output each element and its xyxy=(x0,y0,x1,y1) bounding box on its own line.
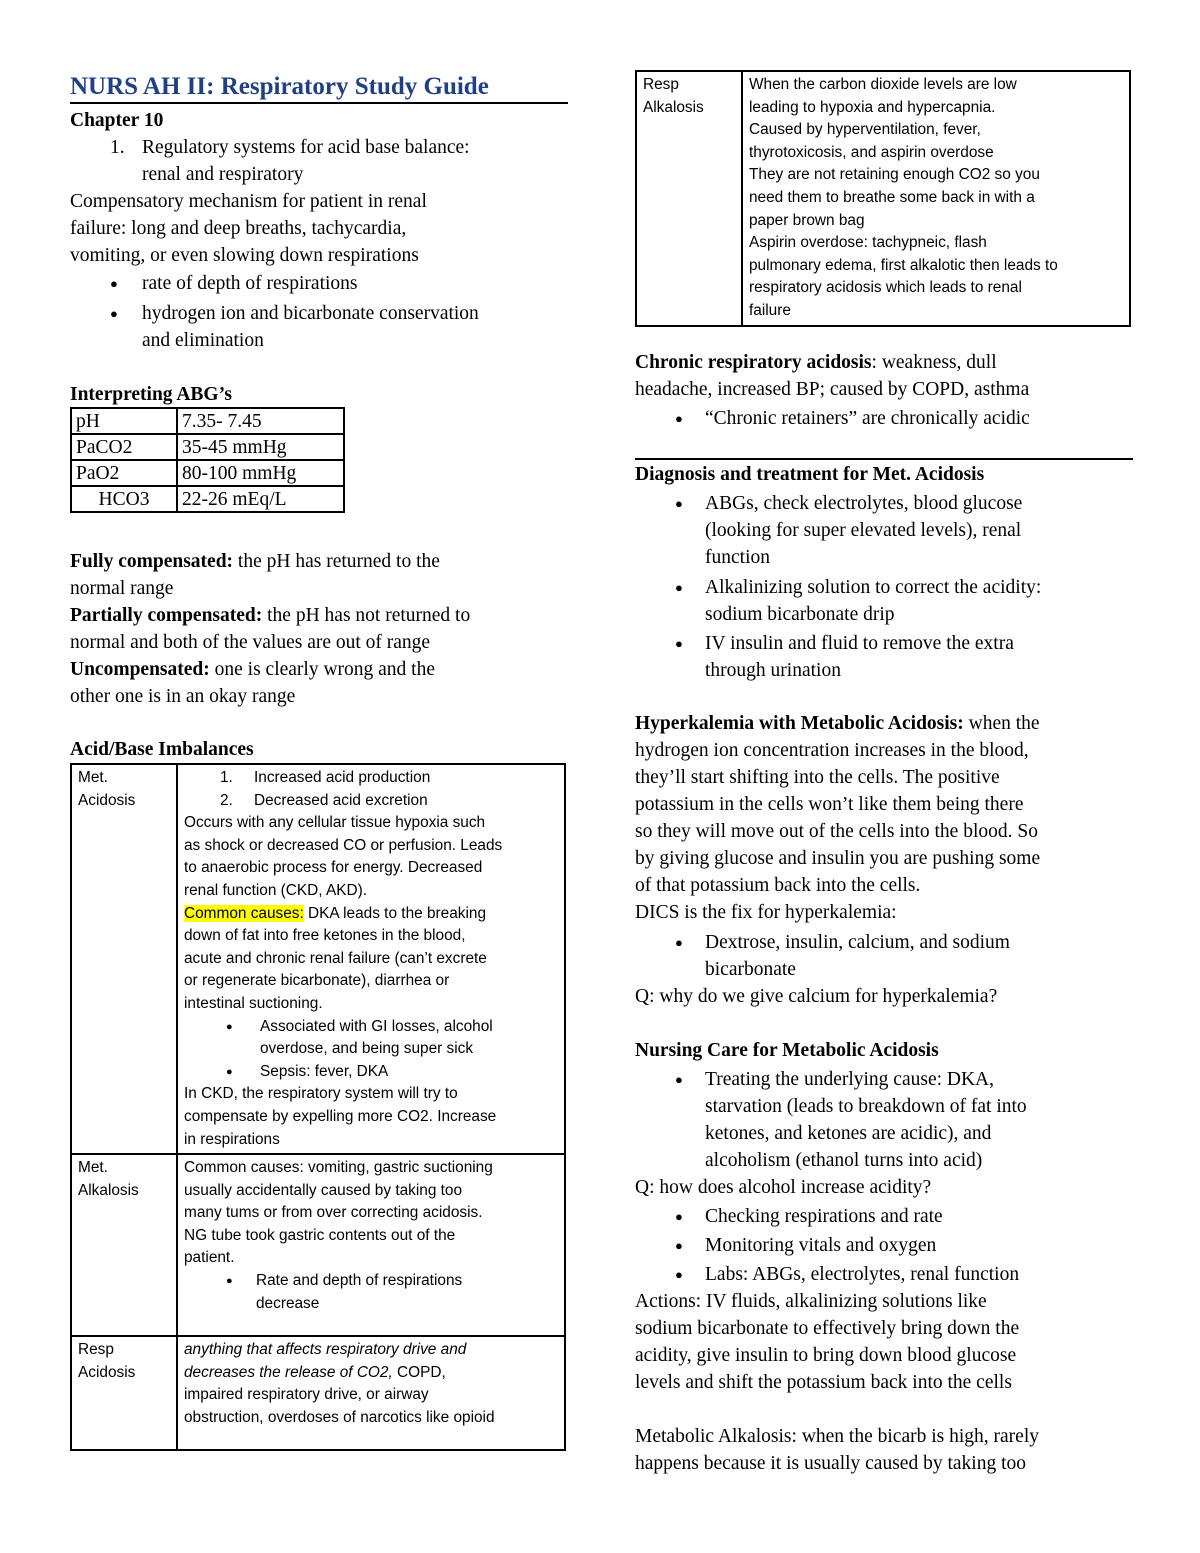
cell-text: compensate by expelling more CO2. Increase xyxy=(184,1107,497,1125)
cell-text: failure xyxy=(749,301,791,319)
row-content xyxy=(177,1154,565,1336)
cell-text: renal function (CKD, AKD). xyxy=(184,881,368,899)
cell-text: pulmonary edema, first alkalotic then leads to xyxy=(749,256,1058,274)
abg-label: pH xyxy=(71,408,177,434)
term-label: Fully compensated: xyxy=(70,551,234,572)
row-label xyxy=(636,71,742,326)
bullet-text: rate of depth of respirations xyxy=(142,273,358,294)
paragraph-line: levels and shift the potassium back into the cells xyxy=(635,1372,1012,1393)
table-row xyxy=(636,71,1130,326)
row-label-line: Alkalosis xyxy=(643,98,704,116)
list-number: 1. xyxy=(110,137,125,158)
bullet-text: decrease xyxy=(256,1294,320,1312)
cell-text: paper brown bag xyxy=(749,211,865,229)
bullet-icon: ● xyxy=(675,1072,683,1087)
cell-text: COPD, xyxy=(392,1363,446,1381)
bullet-text: Dextrose, insulin, calcium, and sodium xyxy=(705,932,1010,953)
row-label-line: Resp xyxy=(78,1341,114,1359)
document-title: NURS AH II: Respiratory Study Guide xyxy=(70,72,568,104)
cell-text: down of fat into free ketones in the blood, xyxy=(184,927,466,945)
row-label-line: Met. xyxy=(78,1159,108,1177)
bullet-text: hydrogen ion and bicarbonate conservation xyxy=(142,303,479,324)
bullet-text: “Chronic retainers” are chronically acidic xyxy=(705,408,1030,429)
list-item-text: Regulatory systems for acid base balance: xyxy=(142,137,470,158)
bullet-text: ABGs, check electrolytes, blood glucose xyxy=(705,493,1023,514)
term-label: Uncompensated: xyxy=(70,659,210,680)
list-item xyxy=(184,767,558,790)
row-label xyxy=(71,1336,177,1450)
paragraph-line: normal range xyxy=(70,578,174,599)
cell-text: as shock or decreased CO or perfusion. Leads xyxy=(184,836,503,854)
abg-label: PaCO2 xyxy=(71,434,177,460)
cell-text: In CKD, the respiratory system will try to xyxy=(184,1085,458,1103)
list-item-text: Increased acid production xyxy=(254,769,431,786)
paragraph-line: they’ll start shifting into the cells. The positive xyxy=(635,767,1000,788)
bullet-text: Monitoring vitals and oxygen xyxy=(705,1235,937,1256)
list-item xyxy=(184,1270,558,1293)
paragraph-line: DICS is the fix for hyperkalemia: xyxy=(635,902,897,923)
cell-text: patient. xyxy=(184,1249,235,1267)
cell-text: leading to hypoxia and hypercapnia. xyxy=(749,98,996,116)
imbalances-heading: Acid/Base Imbalances xyxy=(70,739,254,760)
cell-text: obstruction, overdoses of narcotics like opioid xyxy=(184,1408,495,1426)
cell-text: acute and chronic renal failure (can’t excrete xyxy=(184,949,487,967)
term-label: Partially compensated: xyxy=(70,605,263,626)
bullet-text: Alkalinizing solution to correct the acidity: xyxy=(705,577,1042,598)
row-label-line: Acidosis xyxy=(78,1363,136,1381)
bullet-text: bicarbonate xyxy=(705,959,796,980)
row-label-line: Resp xyxy=(643,76,679,93)
cell-text: need them to breathe some back in with a xyxy=(749,188,1035,206)
abg-value: 80-100 mmHg xyxy=(177,460,344,486)
bullet-icon: ● xyxy=(675,1209,683,1224)
bullet-icon: ● xyxy=(675,496,683,511)
paragraph-line: hydrogen ion concentration increases in the blood, xyxy=(635,740,1029,761)
abg-label: HCO3 xyxy=(71,486,177,512)
cell-text: impaired respiratory drive, or airway xyxy=(184,1386,429,1404)
table-row xyxy=(71,408,344,434)
cell-text: NG tube took gastric contents out of the xyxy=(184,1226,456,1244)
common-causes-line xyxy=(184,903,558,926)
bullet-icon: ● xyxy=(675,636,683,651)
row-content xyxy=(742,71,1130,326)
abg-heading: Interpreting ABG’s xyxy=(70,384,232,405)
paragraph-line: Compensatory mechanism for patient in renal xyxy=(70,191,427,212)
paragraph-line: normal and both of the values are out of range xyxy=(70,632,431,653)
bullet-icon: ● xyxy=(675,935,683,950)
resp-alkalosis-table xyxy=(635,70,1131,327)
bullet-text: IV insulin and fluid to remove the extra xyxy=(705,633,1014,654)
cell-text: respiratory acidosis which leads to renal xyxy=(749,279,1022,297)
bullet-text: Checking respirations and rate xyxy=(705,1206,943,1227)
bullet-icon: ● xyxy=(110,306,118,321)
cell-text: Common causes: vomiting, gastric suctioning xyxy=(184,1159,493,1177)
cell-text: They are not retaining enough CO2 so you xyxy=(749,166,1040,184)
term-text: : weakness, dull xyxy=(871,352,997,373)
list-item-text: Decreased acid excretion xyxy=(254,791,428,809)
paragraph-line: of that potassium back into the cells. xyxy=(635,875,921,896)
term-text: the pH has returned to the xyxy=(233,551,440,572)
row-label-line: Acidosis xyxy=(78,791,136,809)
table-row xyxy=(71,1154,565,1336)
bullet-text: (looking for super elevated levels), renal xyxy=(705,520,1022,541)
cell-text: usually accidentally caused by taking too xyxy=(184,1181,463,1199)
cell-text: decreases the release of CO2, xyxy=(184,1363,393,1381)
diagnosis-heading: Diagnosis and treatment for Met. Acidosis xyxy=(635,464,985,485)
abg-label: PaO2 xyxy=(71,460,177,486)
bullet-text: through urination xyxy=(705,660,841,681)
list-item xyxy=(184,790,558,813)
cell-text: DKA leads to the breaking xyxy=(303,904,487,922)
bullet-icon: ● xyxy=(675,580,683,595)
list-item-text: renal and respiratory xyxy=(142,164,304,185)
row-label-line: Alkalosis xyxy=(78,1181,139,1199)
row-label-line: Met. xyxy=(78,769,108,786)
paragraph-line: sodium bicarbonate to effectively bring down the xyxy=(635,1318,1020,1339)
imbalances-table xyxy=(70,763,566,1451)
list-item xyxy=(184,1061,558,1084)
cell-text: When the carbon dioxide levels are low xyxy=(749,76,1017,93)
list-item xyxy=(184,1016,558,1039)
abg-value: 35-45 mmHg xyxy=(177,434,344,460)
paragraph-line: vomiting, or even slowing down respirations xyxy=(70,245,419,266)
bullet-icon: ● xyxy=(675,411,683,426)
paragraph-line: Metabolic Alkalosis: when the bicarb is high, rarely xyxy=(635,1426,1039,1447)
bullet-icon: ● xyxy=(226,1275,233,1288)
term-text: one is clearly wrong and the xyxy=(209,659,436,680)
section-divider xyxy=(635,458,1133,460)
term-text: the pH has not returned to xyxy=(262,605,471,626)
cell-text: Caused by hyperventilation, fever, xyxy=(749,121,981,139)
nursing-care-heading: Nursing Care for Metabolic Acidosis xyxy=(635,1040,939,1061)
cell-text: or regenerate bicarbonate), diarrhea or xyxy=(184,972,450,990)
bullet-text: Treating the underlying cause: DKA, xyxy=(705,1069,995,1090)
question-line: Q: why do we give calcium for hyperkalemia? xyxy=(635,986,998,1007)
row-content xyxy=(177,764,565,1154)
paragraph-line: Actions: IV fluids, alkalinizing solutions like xyxy=(635,1291,987,1312)
uncompensated-line xyxy=(70,657,435,684)
bullet-text: Rate and depth of respirations xyxy=(256,1272,463,1290)
bullet-text: alcoholism (ethanol turns into acid) xyxy=(705,1150,983,1171)
partially-compensated-line xyxy=(70,603,470,630)
bullet-text: overdose, and being super sick xyxy=(260,1040,474,1058)
chapter-heading: Chapter 10 xyxy=(70,110,164,131)
fully-compensated-line xyxy=(70,549,440,576)
row-label xyxy=(71,1154,177,1336)
abg-table xyxy=(70,407,345,513)
term-label: Hyperkalemia with Metabolic Acidosis: xyxy=(635,713,964,734)
abg-value: 7.35- 7.45 xyxy=(177,408,344,434)
bullet-text: and elimination xyxy=(142,330,264,351)
bullet-icon: ● xyxy=(226,1065,233,1078)
bullet-text: Labs: ABGs, electrolytes, renal function xyxy=(705,1264,1020,1285)
bullet-icon: ● xyxy=(675,1267,683,1282)
question-line: Q: how does alcohol increase acidity? xyxy=(635,1177,932,1198)
paragraph-line: potassium in the cells won’t like them being there xyxy=(635,794,1024,815)
row-content xyxy=(177,1336,565,1450)
abg-value: 22-26 mEq/L xyxy=(177,486,344,512)
paragraph-line: so they will move out of the cells into the blood. So xyxy=(635,821,1038,842)
paragraph-line: by giving glucose and insulin you are pushing some xyxy=(635,848,1041,869)
cell-text: in respirations xyxy=(184,1130,280,1148)
bullet-icon: ● xyxy=(226,1020,233,1033)
paragraph-line: happens because it is usually caused by taking too xyxy=(635,1453,1026,1474)
cell-text: Aspirin overdose: tachypneic, flash xyxy=(749,234,987,252)
term-label: Chronic respiratory acidosis xyxy=(635,352,872,373)
cell-text: intestinal suctioning. xyxy=(184,994,323,1012)
paragraph-line: acidity, give insulin to bring down blood glucose xyxy=(635,1345,1017,1366)
hyperkalemia-line xyxy=(635,711,1040,738)
table-row xyxy=(71,434,344,460)
bullet-text: Associated with GI losses, alcohol xyxy=(260,1017,493,1035)
cell-text: anything that affects respiratory drive and xyxy=(184,1341,467,1359)
highlighted-label: Common causes: xyxy=(184,904,304,922)
bullet-icon: ● xyxy=(675,1238,683,1253)
cell-text: thyrotoxicosis, and aspirin overdose xyxy=(749,143,994,161)
table-row xyxy=(71,460,344,486)
table-row xyxy=(71,1336,565,1450)
cell-text: Occurs with any cellular tissue hypoxia such xyxy=(184,814,486,832)
list-number: 1. xyxy=(220,769,233,786)
chronic-resp-acidosis-line xyxy=(635,350,997,377)
paragraph-line: failure: long and deep breaths, tachycardia, xyxy=(70,218,407,239)
bullet-text: function xyxy=(705,547,770,568)
bullet-text: ketones, and ketones are acidic), and xyxy=(705,1123,992,1144)
paragraph-line: headache, increased BP; caused by COPD, asthma xyxy=(635,379,1030,400)
cell-text: many tums or from over correcting acidosis. xyxy=(184,1204,483,1222)
row-label xyxy=(71,764,177,1154)
bullet-text: starvation (leads to breakdown of fat into xyxy=(705,1096,1027,1117)
term-text: when the xyxy=(963,713,1040,734)
table-row xyxy=(71,764,565,1154)
bullet-text: sodium bicarbonate drip xyxy=(705,604,895,625)
paragraph-line: other one is in an okay range xyxy=(70,686,296,707)
bullet-icon: ● xyxy=(110,276,118,291)
bullet-text: Sepsis: fever, DKA xyxy=(260,1062,389,1080)
list-number: 2. xyxy=(220,791,233,809)
cell-text-line xyxy=(184,1362,558,1385)
table-row xyxy=(71,486,344,512)
cell-text: to anaerobic process for energy. Decreased xyxy=(184,859,483,877)
